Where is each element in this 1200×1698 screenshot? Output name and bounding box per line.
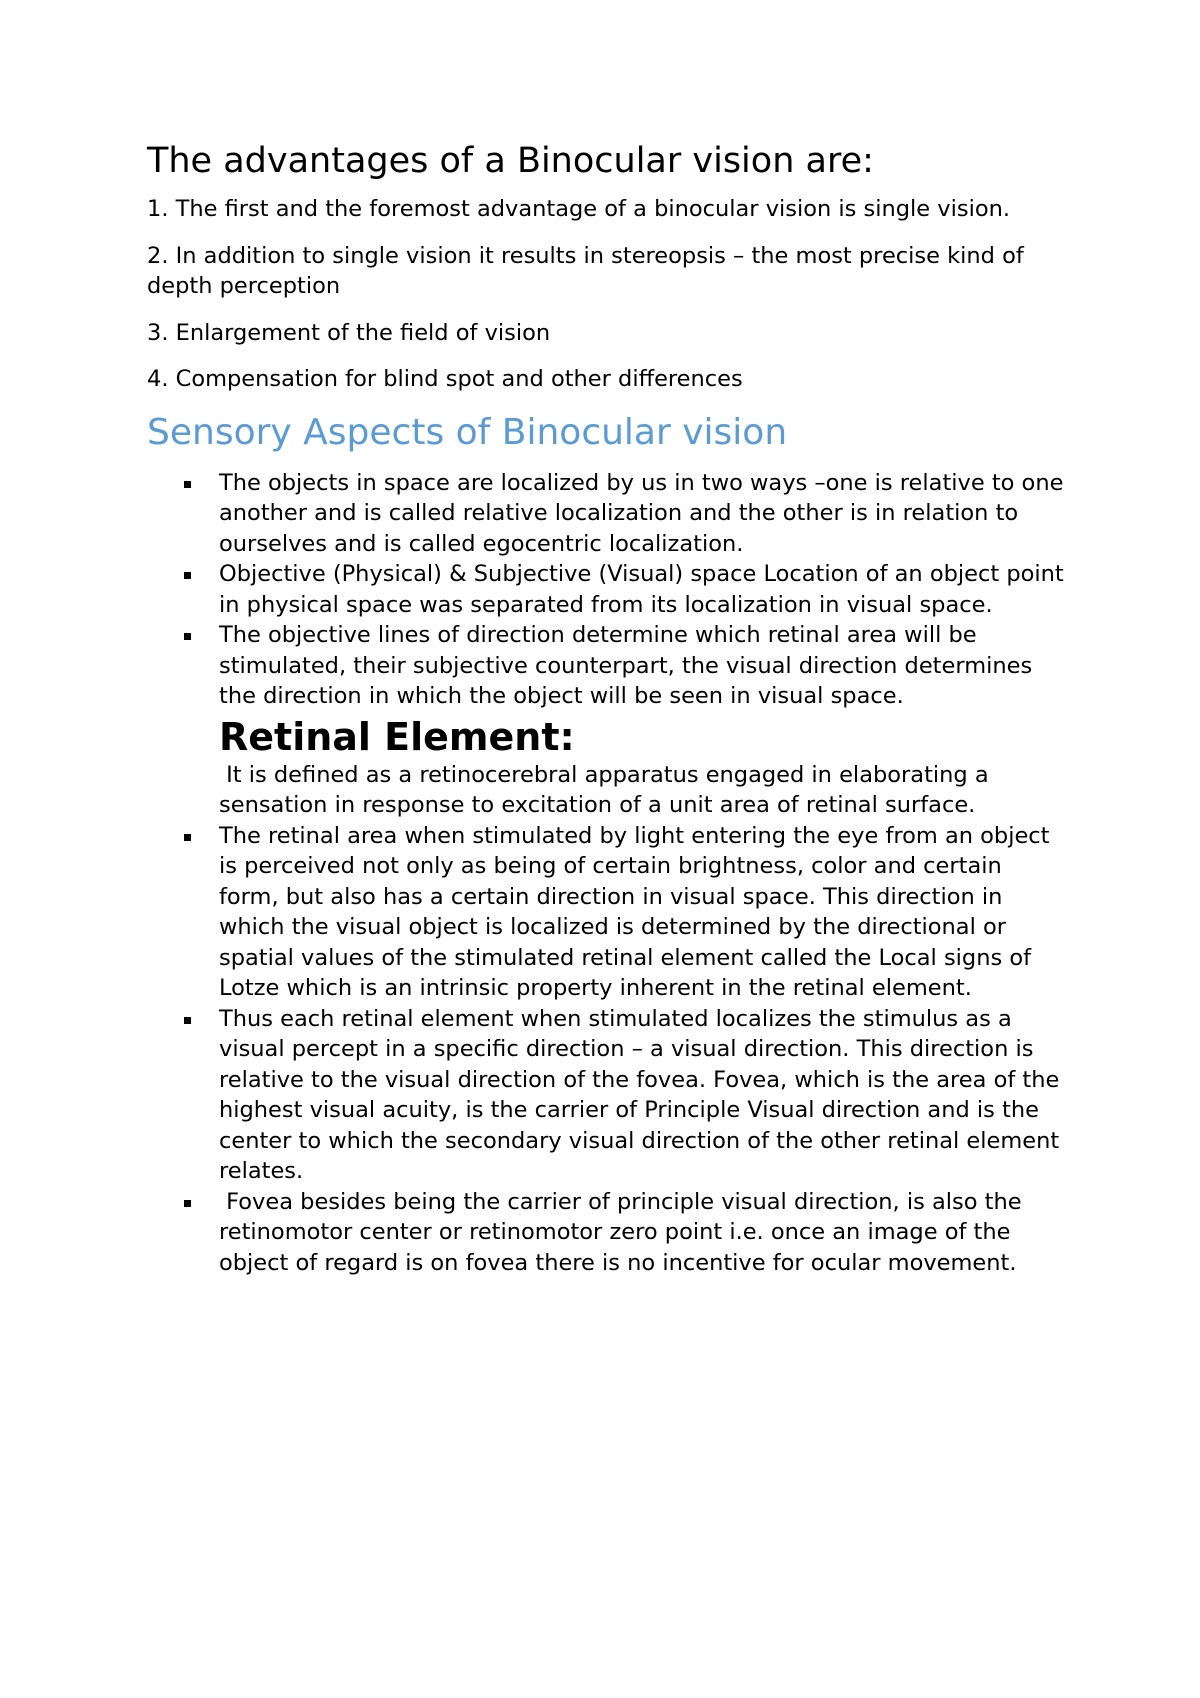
advantage-item: 4. Compensation for blind spot and other differences: [147, 366, 743, 392]
list-item: [147, 821, 1067, 1004]
document-page: [147, 138, 1067, 1278]
square-bullet-icon: [184, 1200, 191, 1207]
sensory-aspects-list: [147, 468, 1067, 712]
list-item: [147, 620, 1067, 712]
page-title: The advantages of a Binocular vision are:: [147, 141, 874, 181]
section-heading: Sensory Aspects of Binocular vision: [147, 411, 788, 453]
list-item: [147, 1004, 1067, 1187]
square-bullet-icon: [184, 572, 191, 579]
list-item: [147, 1187, 1067, 1279]
list-item-text: Thus each retinal element when stimulated localizes the stimulus as a visual percept in a specific direction – a visual direction. This direction is relative to the visual direction of the fovea. Fovea, which is the area of the highest visual acuity, is the carrier of Principle Visual direction and is the center to which the secondary visual direction of the other retinal element relates.: [219, 1005, 1060, 1184]
square-bullet-icon: [184, 481, 191, 488]
list-item-text: The retinal area when stimulated by light entering the eye from an object is perceived not only as being of certain brightness, color and certain form, but also has a certain direction in visual space. This direction in which the visual object is localized is determined by the directional or spatial values of the stimulated retinal element called the Local signs of Lotze which is an intrinsic property inherent in the retinal element.: [219, 822, 1050, 1001]
advantages-list: [147, 194, 1067, 395]
square-bullet-icon: [184, 834, 191, 841]
retinal-element-definition: It is defined as a retinocerebral apparatus engaged in elaborating a sensation in response to excitation of a unit area of retinal surface.: [219, 761, 996, 818]
retinal-element-heading: Retinal Element:: [219, 714, 575, 759]
advantage-item: 2. In addition to single vision it results in stereopsis – the most precise kind of depth perception: [147, 242, 1024, 299]
list-item-text: The objects in space are localized by us in two ways –one is relative to one another and is called relative localization and the other is in relation to ourselves and is called egocentric localization.: [219, 469, 1064, 557]
retinal-element-list: [147, 821, 1067, 1279]
list-item-text: Objective (Physical) & Subjective (Visual) space Location of an object point in physical space was separated from its localization in visual space.: [219, 561, 1064, 618]
list-item-text: The objective lines of direction determine which retinal area will be stimulated, their subjective counterpart, the visual direction determines the direction in which the object will be seen in visual space.: [219, 622, 1033, 709]
advantage-item: 3. Enlargement of the field of vision: [147, 319, 551, 346]
list-item: [147, 468, 1067, 560]
retinal-element-block: [147, 715, 1067, 821]
list-item-text: Fovea besides being the carrier of principle visual direction, is also the retinomotor center or retinomotor zero point i.e. once an image of the object of regard is on fovea there is no incentive for ocular movement.: [219, 1188, 1029, 1276]
square-bullet-icon: [184, 633, 191, 640]
square-bullet-icon: [184, 1017, 191, 1024]
advantage-item: 1. The first and the foremost advantage of a binocular vision is single vision.: [147, 196, 1011, 222]
list-item: [147, 559, 1067, 620]
